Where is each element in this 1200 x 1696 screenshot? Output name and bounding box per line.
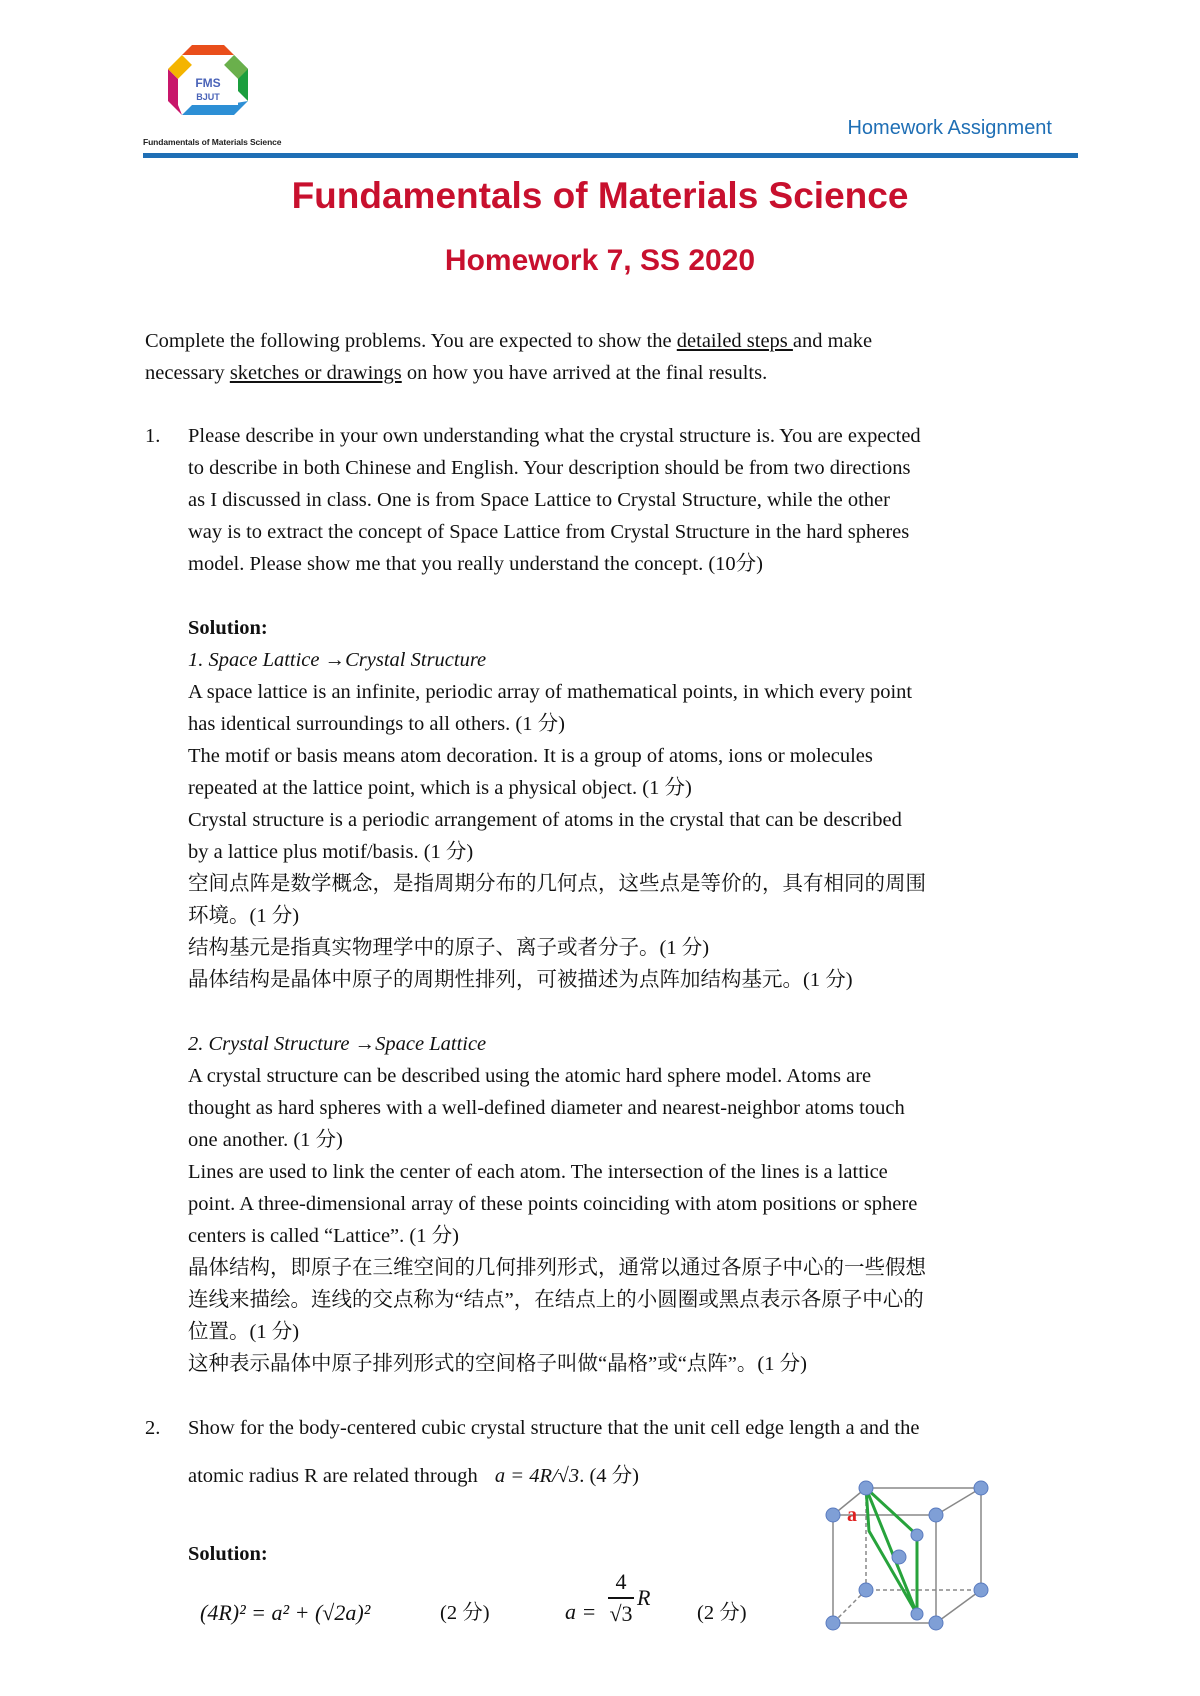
corner-atom [859, 1583, 873, 1597]
q1-part1-line: 环境。(1 分) [188, 905, 300, 927]
intro-underlined: detailed steps [676, 330, 793, 352]
cube-edge [936, 1590, 981, 1623]
equation-2-denominator: √3 [609, 1601, 633, 1626]
intro-line-1 [145, 325, 872, 357]
corner-atom [929, 1616, 943, 1630]
section-label: Homework Assignment [847, 117, 1052, 139]
q1-solution-label: Solution: [188, 617, 268, 639]
equation-1 [200, 1597, 370, 1629]
q1-part2-heading: 2. Crystal Structure →Space Lattice [188, 1033, 487, 1055]
q2-points: . (4 分) [579, 1465, 639, 1487]
corner-atom [929, 1508, 943, 1522]
intro-text: and make [792, 330, 873, 352]
q1-part2-line: Lines are used to link the center of each atom. The intersection of the lines is a lattice [188, 1161, 888, 1183]
page-subtitle: Homework 7, SS 2020 [444, 244, 756, 277]
q1-part2-line: 位置。(1 分) [188, 1321, 300, 1343]
page-title: Fundamentals of Materials Science [291, 175, 909, 216]
equation-2-lhs: a = [565, 1599, 597, 1624]
corner-atom [859, 1481, 873, 1495]
q1-part2-line: thought as hard spheres with a well-defined diameter and nearest-neighbor atoms touch [188, 1097, 905, 1119]
equation-2 [565, 1568, 655, 1640]
logo [143, 40, 282, 147]
q1-line: as I discussed in class. One is from Space Lattice to Crystal Structure, while the other [188, 489, 890, 511]
logo-text-bottom: BJUT [196, 92, 220, 102]
corner-atom [826, 1508, 840, 1522]
fraction-bar [608, 1597, 634, 1599]
q1-line: to describe in both Chinese and English. Your description should be from two directions [188, 457, 911, 479]
q1-part2-line: point. A three-dimensional array of these points coinciding with atom positions or sphere [188, 1193, 918, 1215]
q2-formula: a = 4R/√3 [494, 1465, 580, 1487]
corner-atom [974, 1481, 988, 1495]
equation-2-variable: R [637, 1585, 651, 1610]
q1-line: model. Please show me that you really understand the concept. (10分) [188, 553, 763, 575]
question-1-number: 1. [145, 425, 161, 447]
q2-line-2 [188, 1460, 639, 1492]
q1-part1-line: A space lattice is an infinite, periodic array of mathematical points, in which every point [188, 681, 913, 703]
intro-text: on how you have arrived at the final results. [401, 362, 768, 384]
q2-line-1: Show for the body-centered cubic crystal structure that the unit cell edge length a and the [188, 1417, 920, 1439]
q1-part1-line: by a lattice plus motif/basis. (1 分) [188, 841, 474, 863]
diagonal-triangle [866, 1488, 917, 1614]
q1-line: Please describe in your own understanding what the crystal structure is. You are expected [188, 425, 921, 447]
equation-1-text: (4R)² = a² + (√2a)² [200, 1600, 371, 1625]
edge-length-label: a [847, 1504, 857, 1526]
equation-2-numerator: 4 [615, 1569, 627, 1594]
corner-atom [911, 1529, 923, 1541]
q1-part2-line: 连线来描绘。连线的交点称为“结点”，在结点上的小圆圈或黑点表示各原子中心的 [188, 1289, 924, 1311]
intro-line-2 [145, 357, 767, 389]
q1-part2-line: A crystal structure can be described using the atomic hard sphere model. Atoms are [188, 1065, 872, 1087]
q2-solution-label: Solution: [188, 1543, 268, 1565]
equation-1-points: (2 分) [440, 1602, 490, 1624]
q1-part1-line: 晶体结构是晶体中原子的周期性排列，可被描述为点阵加结构基元。(1 分) [188, 969, 853, 991]
corner-atom [826, 1616, 840, 1630]
intro-text: necessary [145, 362, 230, 384]
q1-part1-heading: 1. Space Lattice →Crystal Structure [188, 649, 487, 671]
question-2-number: 2. [145, 1417, 161, 1439]
cube-edge [936, 1488, 981, 1515]
intro-underlined: sketches or drawings [229, 362, 402, 384]
q1-part1-line: repeated at the lattice point, which is a physical object. (1 分) [188, 777, 692, 799]
bcc-unit-cell-figure [805, 1475, 995, 1635]
q1-part1-line: has identical surroundings to all others. (1 分) [188, 713, 565, 735]
fms-logo-icon [158, 40, 258, 130]
q1-part2-line: one another. (1 分) [188, 1129, 343, 1151]
q1-part1-line: The motif or basis means atom decoration. It is a group of atoms, ions or molecules [188, 745, 873, 767]
body-center-atom [892, 1550, 906, 1564]
intro-text: Complete the following problems. You are expected to show the [145, 330, 677, 352]
q1-line: way is to extract the concept of Space Lattice from Crystal Structure in the hard spheres [188, 521, 910, 543]
q1-part1-line: 结构基元是指真实物理学中的原子、离子或者分子。(1 分) [188, 937, 710, 959]
header-divider [143, 153, 1078, 158]
corner-atom [974, 1583, 988, 1597]
q1-part1-line: 空间点阵是数学概念，是指周期分布的几何点，这些点是等价的，具有相同的周围 [188, 873, 926, 895]
corner-atom [911, 1608, 923, 1620]
q1-part2-line: 晶体结构，即原子在三维空间的几何排列形式，通常以通过各原子中心的一些假想 [188, 1257, 926, 1279]
q1-part2-line: 这种表示晶体中原子排列形式的空间格子叫做“晶格”或“点阵”。(1 分) [188, 1353, 807, 1375]
q1-part1-line: Crystal structure is a periodic arrangement of atoms in the crystal that can be described [188, 809, 902, 831]
equation-2-points: (2 分) [697, 1602, 747, 1624]
q1-part2-line: centers is called “Lattice”. (1 分) [188, 1225, 459, 1247]
q2-text: atomic radius R are related through [188, 1465, 478, 1487]
logo-caption: Fundamentals of Materials Science [143, 137, 282, 147]
logo-text-top: FMS [195, 76, 221, 90]
